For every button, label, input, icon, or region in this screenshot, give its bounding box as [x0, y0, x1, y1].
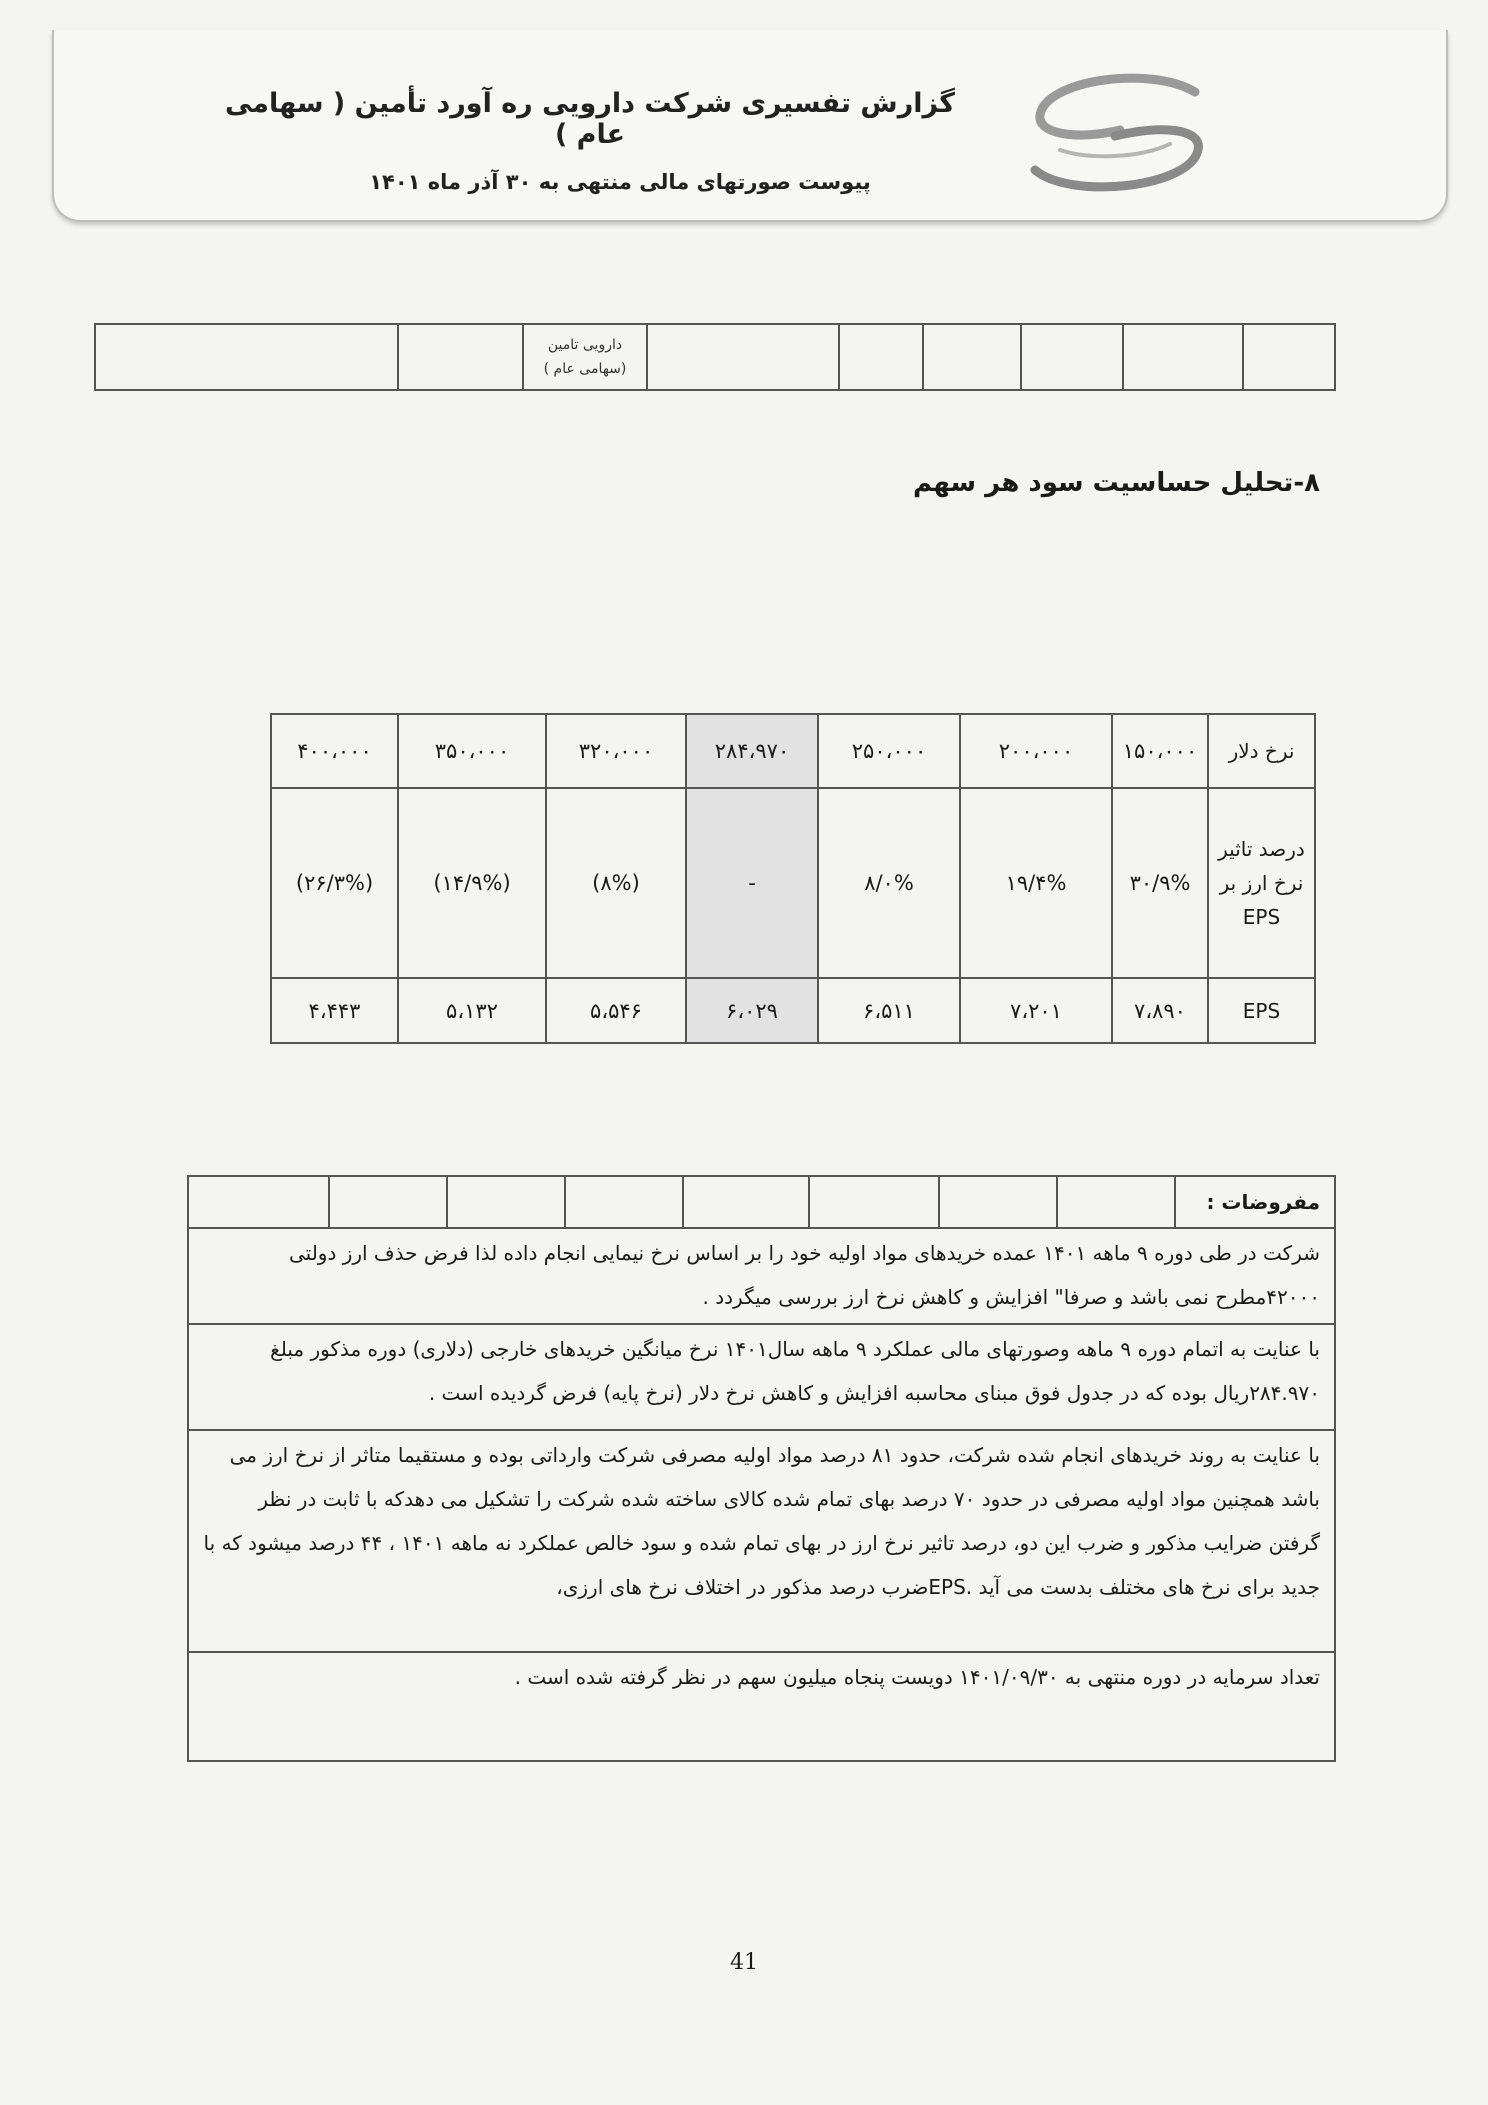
company-name-cell [523, 324, 647, 390]
rate-cell: ۲۵۰،۰۰۰ [818, 714, 960, 788]
eps-cell: ۶،۵۱۱ [818, 978, 960, 1043]
table-cell [188, 1176, 329, 1228]
impact-cell: (۸%) [546, 788, 686, 978]
eps-cell: ۷،۸۹۰ [1112, 978, 1208, 1043]
eps-cell: ۵،۵۴۶ [546, 978, 686, 1043]
assumptions-label: مفروضات : [1175, 1176, 1335, 1228]
eps-cell: ۵،۱۳۲ [398, 978, 546, 1043]
assumption-item: شرکت در طی دوره ۹ ماهه ۱۴۰۱ عمده خریدهای مواد اولیه خود را بر اساس نرخ نیمایی انجام داده لذا فرض حذف ارز دولتی ۴۲۰۰۰مطرح نمی باشد و صرفا" افزایش و کاهش نرخ ارز بررسی میگردد . [188, 1228, 1335, 1324]
table-cell [565, 1176, 683, 1228]
table-row [188, 1652, 1335, 1761]
report-subtitle: پیوست صورتهای مالی منتهی به ۳۰ آذر ماه ۱۴۰۱ [369, 170, 871, 194]
impact-cell: ۳۰/۹% [1112, 788, 1208, 978]
company-name: دارویی تامین [547, 337, 623, 353]
rate-cell: ۴۰۰،۰۰۰ [271, 714, 398, 788]
table-cell [398, 324, 523, 390]
assumption-item: با عنایت به اتمام دوره ۹ ماهه وصورتهای مالی عملکرد ۹ ماهه سال۱۴۰۱ نرخ میانگین خریدهای خارجی (دلاری) دوره مذکور مبلغ ۲۸۴.۹۷۰ریال بوده که در جدول فوق مبنای محاسبه افزایش و کاهش نرخ دلار (نرخ پایه) فرض گردیده است . [188, 1324, 1335, 1430]
rate-cell-base: ۲۸۴،۹۷۰ [686, 714, 818, 788]
table-cell [839, 324, 923, 390]
table-cell [1021, 324, 1123, 390]
rate-cell: ۱۵۰،۰۰۰ [1112, 714, 1208, 788]
table-row [188, 1176, 1335, 1228]
row-header: درصد تاثیر نرخ ارز بر EPS [1208, 788, 1315, 978]
eps-cell-base: ۶،۰۲۹ [686, 978, 818, 1043]
eps-sensitivity-table [270, 713, 1316, 1044]
impact-cell: ۱۹/۴% [960, 788, 1112, 978]
table-cell [923, 324, 1021, 390]
table-cell [939, 1176, 1057, 1228]
impact-cell-base: - [686, 788, 818, 978]
eps-cell: ۷،۲۰۱ [960, 978, 1112, 1043]
assumptions-table [187, 1175, 1336, 1762]
company-table [94, 323, 1336, 391]
table-cell [647, 324, 839, 390]
page-number: 41 [730, 1950, 758, 1975]
table-row [188, 1430, 1335, 1652]
table-row [188, 1228, 1335, 1324]
rate-cell: ۳۵۰،۰۰۰ [398, 714, 546, 788]
table-cell [95, 324, 398, 390]
eps-cell: ۴،۴۴۳ [271, 978, 398, 1043]
assumption-item: با عنایت به روند خریدهای انجام شده شرکت، حدود ۸۱ درصد مواد اولیه مصرفی شرکت وارداتی بوده و مستقیما متاثر از نرخ ارز می باشد همچنین مواد اولیه مصرفی در حدود ۷۰ درصد بهای تمام شده کالای ساخته شده شرکت را تشکیل می دهدکه با ثابت در نظر گرفتن ضرایب مذکور و ضرب این دو، درصد تاثیر نرخ ارز در بهای تمام شده و سود خالص عملکرد نه ماهه ۱۴۰۱ ، ۴۴ درصد میشود که با جدید برای نرخ های مختلف بدست می آید .EPSضرب درصد مذکور در اختلاف نرخ های ارزی، [188, 1430, 1335, 1652]
swirl-logo-icon [1020, 70, 1210, 195]
impact-cell: (۲۶/۳%) [271, 788, 398, 978]
rate-cell: ۲۰۰،۰۰۰ [960, 714, 1112, 788]
table-cell [1123, 324, 1243, 390]
table-cell [329, 1176, 447, 1228]
row-header: نرخ دلار [1208, 714, 1315, 788]
impact-cell: (۱۴/۹%) [398, 788, 546, 978]
table-cell [1243, 324, 1335, 390]
table-cell [809, 1176, 939, 1228]
assumption-item: تعداد سرمایه در دوره منتهی به ۱۴۰۱/۰۹/۳۰ دویست پنجاه میلیون سهم در نظر گرفته شده است . [188, 1652, 1335, 1761]
impact-cell: ۸/۰% [818, 788, 960, 978]
company-type: (سهامی عام ) [543, 361, 627, 377]
table-cell [683, 1176, 809, 1228]
section-title: ۸-تحلیل حساسیت سود هر سهم [912, 468, 1320, 498]
table-row [271, 788, 1315, 978]
row-header: EPS [1208, 978, 1315, 1043]
table-cell [447, 1176, 565, 1228]
table-row [271, 714, 1315, 788]
rate-cell: ۳۲۰،۰۰۰ [546, 714, 686, 788]
table-cell [1057, 1176, 1175, 1228]
table-row [188, 1324, 1335, 1430]
table-row [271, 978, 1315, 1043]
report-title: گزارش تفسیری شرکت دارویی ره آورد تأمین ( سهامی عام ) [224, 88, 955, 150]
